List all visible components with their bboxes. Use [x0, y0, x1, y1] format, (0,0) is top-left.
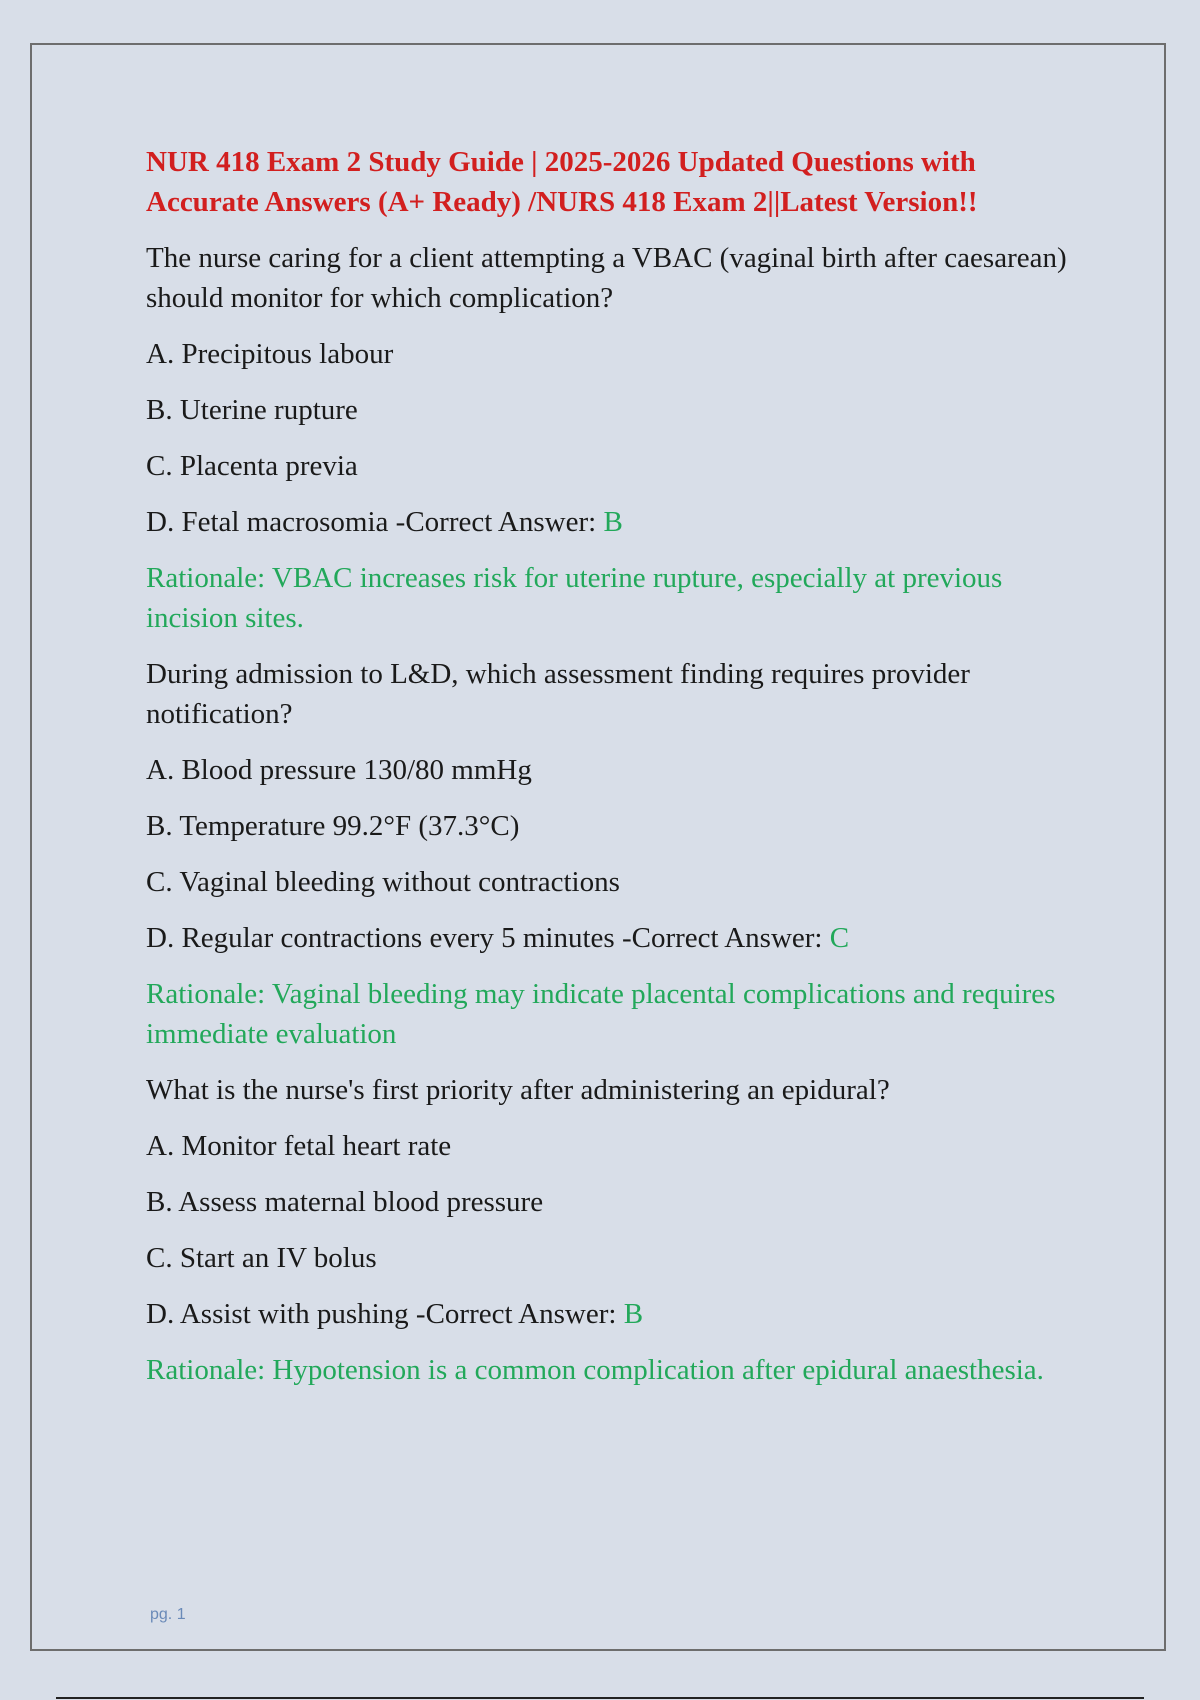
option-d: [146, 918, 1076, 958]
correct-answer-label: -Correct Answer:: [415, 1298, 624, 1330]
footer-divider: [56, 1697, 1144, 1699]
option-c: C. Start an IV bolus: [146, 1242, 377, 1274]
rationale: Rationale: Vaginal bleeding may indicate placental complications and requires immediate evaluation: [146, 978, 1056, 1050]
option-d-text: D. Fetal macrosomia: [146, 506, 396, 538]
rationale: Rationale: VBAC increases risk for uterine rupture, especially at previous incision sites.: [146, 562, 1003, 634]
document-title: NUR 418 Exam 2 Study Guide | 2025-2026 Updated Questions with Accurate Answers (A+ Ready) /NURS 418 Exam 2||Latest Version!!: [146, 146, 978, 218]
question-text: During admission to L&D, which assessment finding requires provider notification?: [146, 658, 970, 730]
option-a: A. Blood pressure 130/80 mmHg: [146, 754, 532, 786]
question-2: [146, 654, 1076, 1054]
correct-answer-label: -Correct Answer:: [395, 506, 604, 538]
rationale: Rationale: Hypotension is a common complication after epidural anaesthesia.: [146, 1354, 1044, 1386]
option-a: A. Precipitous labour: [146, 338, 394, 370]
question-text: What is the nurse's first priority after administering an epidural?: [146, 1074, 890, 1106]
option-d-text: D. Assist with pushing: [146, 1298, 416, 1330]
option-c: C. Placenta previa: [146, 450, 358, 482]
correct-answer-value: C: [829, 922, 850, 954]
option-d: [146, 502, 1076, 542]
document-content: [146, 142, 1076, 1406]
option-a: A. Monitor fetal heart rate: [146, 1130, 452, 1162]
option-c: C. Vaginal bleeding without contractions: [146, 866, 620, 898]
question-3: [146, 1070, 1076, 1390]
page-number: pg. 1: [150, 1606, 186, 1623]
question-text: The nurse caring for a client attempting a VBAC (vaginal birth after caesarean) should monitor for which complication?: [146, 242, 1067, 314]
correct-answer-value: B: [603, 506, 623, 538]
option-b: B. Assess maternal blood pressure: [146, 1186, 544, 1218]
option-d-text: D. Regular contractions every 5 minutes: [146, 922, 622, 954]
question-1: [146, 238, 1076, 638]
correct-answer-value: B: [623, 1298, 644, 1330]
correct-answer-label: -Correct Answer:: [621, 922, 830, 954]
option-b: B. Uterine rupture: [146, 394, 358, 426]
option-b: B. Temperature 99.2°F (37.3°C): [146, 810, 520, 842]
option-d: [146, 1294, 1076, 1334]
